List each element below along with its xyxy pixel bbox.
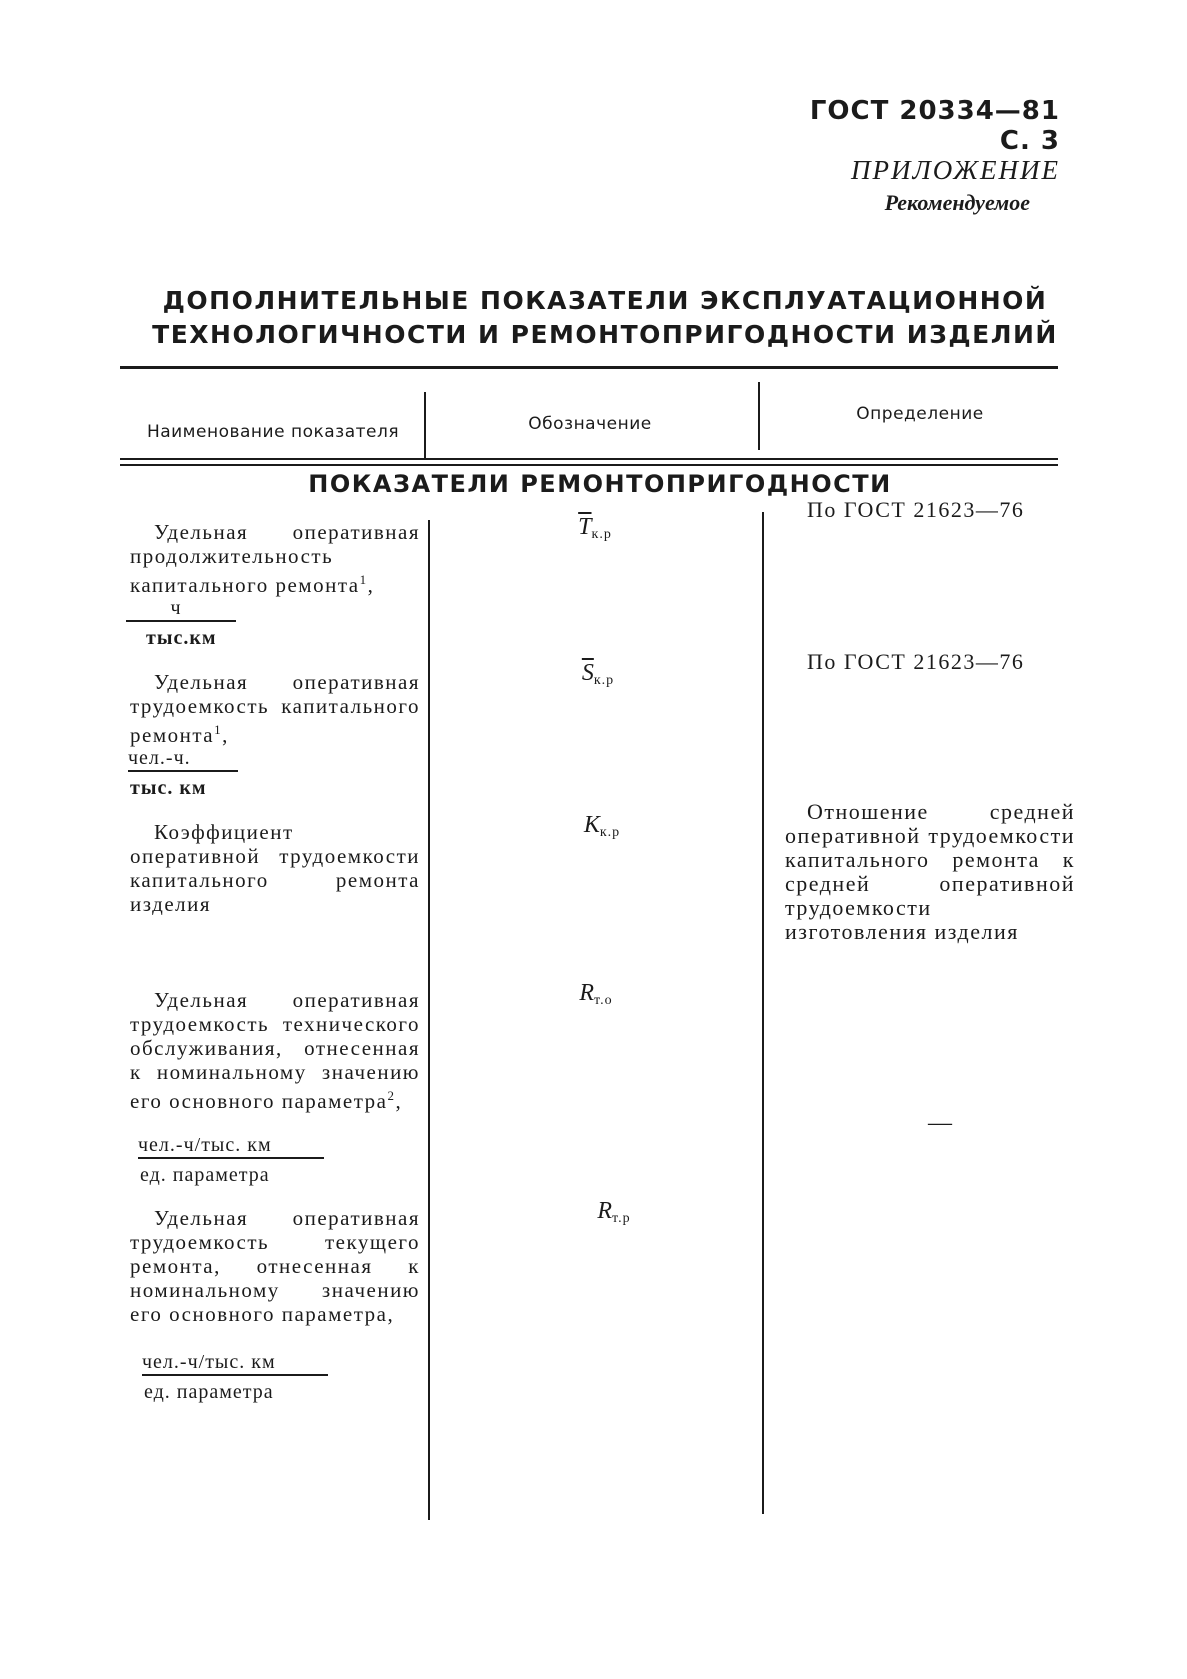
row-1-unit-den: тыс.км xyxy=(146,627,217,649)
table-top-rule xyxy=(120,366,1058,369)
section-title: ПОКАЗАТЕЛИ РЕМОНТОПРИГОДНОСТИ xyxy=(308,470,892,498)
row-2-unit-den: тыс. км xyxy=(130,777,207,799)
row-2-definition: По ГОСТ 21623—76 xyxy=(807,649,1025,674)
row-4-symbol: $R_{т.о}$ xyxy=(579,980,613,1008)
row-3-symbol: $K_{к.р}$ xyxy=(583,812,621,840)
row-5-unit: чел.-ч/тыс. км xyxy=(142,1350,328,1376)
row-4-unit: чел.-ч/тыс. км xyxy=(138,1133,324,1159)
row-5-name: Удельная оперативная трудоемкость текущего ремонта, отнесенная к номинальному значению его основного параметра, xyxy=(130,1206,420,1326)
row-2-symbol: $\overline{S}_{к.р}$ xyxy=(581,660,615,688)
document-number: ГОСТ 20334—81 С. 3 xyxy=(809,96,1060,156)
row-3-name: Коэффициент оперативной трудоемкости капитального ремонта изделия xyxy=(130,820,420,916)
page-title-line-2: ТЕХНОЛОГИЧНОСТИ И РЕМОНТОПРИГОДНОСТИ ИЗДЕЛИЙ xyxy=(152,320,1058,349)
row-2-unit: чел.-ч. xyxy=(128,746,238,772)
column-header-symbol: Обозначение xyxy=(528,414,652,434)
row-1-definition: По ГОСТ 21623—76 xyxy=(807,497,1025,522)
row-1-unit: ч xyxy=(126,596,236,622)
appendix-title: ПРИЛОЖЕНИЕ xyxy=(851,155,1060,185)
column-header-definition: Определение xyxy=(856,404,984,424)
row-4-unit-den: ед. параметра xyxy=(140,1164,270,1186)
row-5-symbol: $R_{т.р}$ xyxy=(597,1198,631,1226)
row-1-symbol: $\overline{T}_{к.р}$ xyxy=(578,514,612,542)
row-1-name: Удельная оперативная продолжительность капитального ремонта$^1$, xyxy=(130,520,420,597)
header-bottom-rule-1 xyxy=(120,458,1058,460)
appendix-status: Рекомендуемое xyxy=(884,190,1030,215)
header-bottom-rule-2 xyxy=(120,464,1058,466)
row-5-unit-den: ед. параметра xyxy=(144,1381,274,1403)
row-4-definition-dash: — xyxy=(928,1110,952,1136)
row-3-definition: Отношение средней оперативной трудоемкости капитального ремонта к средней оперативной трудоемкости изготовления изделия xyxy=(785,799,1075,944)
header-divider-2 xyxy=(758,382,760,450)
page-title-line-1: ДОПОЛНИТЕЛЬНЫЕ ПОКАЗАТЕЛИ ЭКСПЛУАТАЦИОННОЙ xyxy=(162,286,1048,315)
column-divider-2 xyxy=(762,512,764,1514)
row-4-name: Удельная оперативная трудоемкость технического обслуживания, отнесенная к номинальному значению его основного параметра$^2$, xyxy=(130,988,420,1113)
column-header-name: Наименование показателя xyxy=(146,422,400,442)
column-divider-1 xyxy=(428,520,430,1520)
row-2-name: Удельная оперативная трудоемкость капитального ремонта$^1$, xyxy=(130,670,420,747)
header-divider-1 xyxy=(424,392,426,460)
